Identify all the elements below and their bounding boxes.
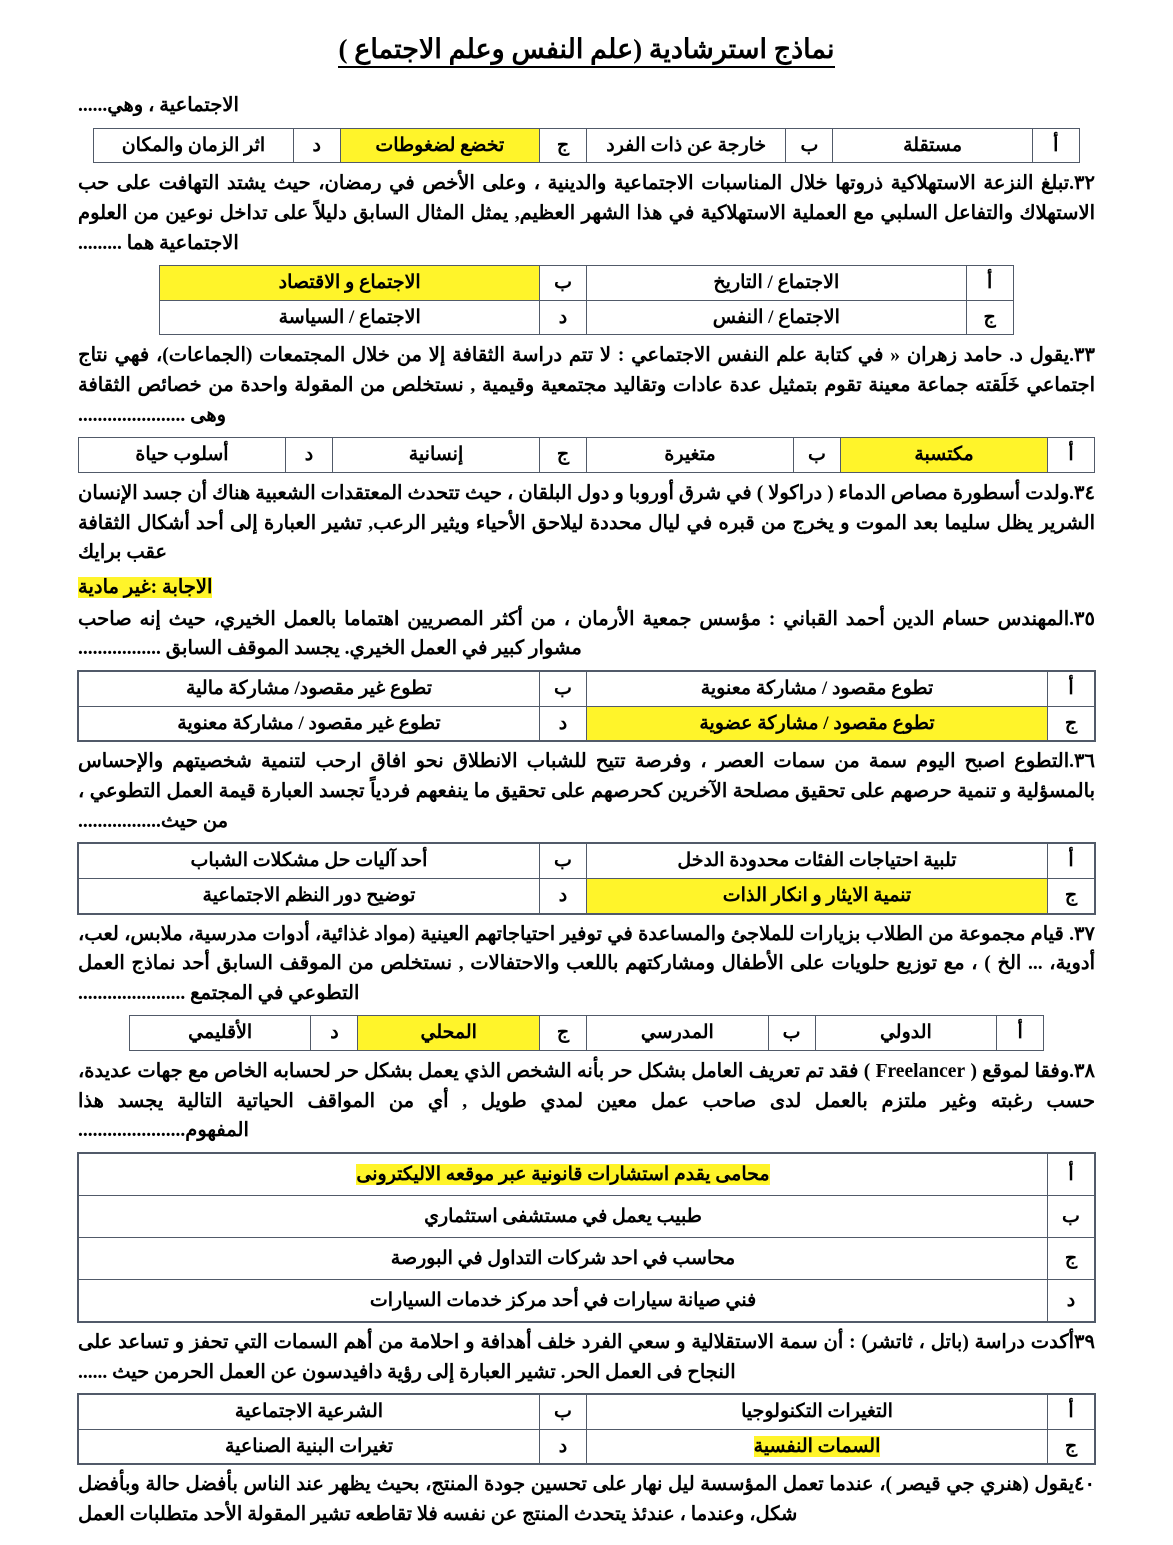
option-letter: ب: [794, 438, 841, 473]
option-letter: د: [540, 878, 587, 913]
q35-text: ٣٥.المهندس حسام الدين أحمد القباني : مؤسس جمعية الأرمان ، من أكثر المصريين اهتماما بالعمل الخيري، حيث إنه صاحب مشوار كبير في العمل الخيري. يجسد الموقف السابق .................: [78, 608, 1095, 660]
option-letter: ب: [540, 266, 587, 301]
option-letter: ب: [786, 128, 833, 163]
option-text-highlighted[interactable]: [79, 1153, 1048, 1195]
table-row: [79, 844, 1095, 879]
q36-options-table: [78, 843, 1095, 913]
option-text-highlighted[interactable]: تخضع لضغوطات: [340, 128, 539, 163]
option-text[interactable]: محاسب في احد شركات التداول في البورصة: [79, 1237, 1048, 1279]
option-text[interactable]: تطوع غير مقصود/ مشاركة مالية: [79, 672, 540, 707]
option-letter: ج: [966, 300, 1013, 335]
option-text[interactable]: الشرعية الاجتماعية: [79, 1395, 540, 1430]
page-title: [78, 34, 1095, 65]
page-title-text: نماذج استرشادية (علم النفس وعلم الاجتماع ): [338, 34, 834, 68]
option-letter: أ: [966, 266, 1013, 301]
q31-options-table: [93, 128, 1079, 164]
option-text[interactable]: التغيرات التكنولوجيا: [587, 1395, 1048, 1430]
option-text-highlighted[interactable]: مكتسبة: [841, 438, 1048, 473]
option-letter: أ: [1032, 128, 1079, 163]
option-text[interactable]: خارجة عن ذات الفرد: [587, 128, 786, 163]
option-letter: ج: [540, 1016, 587, 1051]
option-letter: ب: [540, 672, 587, 707]
table-row: [79, 1237, 1095, 1279]
option-text[interactable]: فني صيانة سيارات في أحد مركز خدمات السيارات: [79, 1279, 1048, 1321]
option-letter: د: [540, 706, 587, 741]
option-text[interactable]: تغيرات البنية الصناعية: [79, 1429, 540, 1464]
option-text[interactable]: الاجتماع / النفس: [587, 300, 967, 335]
table-row: [79, 706, 1095, 741]
q36-text: ٣٦.التطوع اصبح اليوم سمة من سمات العصر ، وفرصة تتيح للشباب الانطلاق نحو افاق ارحب لتنمية شخصيتهم والإحساس بالمسؤلية و تنمية حرصهم على تحقيق مصلحة الآخرين كحرصهم على تحقيق ما ينفعهم فردياً تجسد العبارة قيمة العمل التطوعي ، من حيث.................: [78, 751, 1095, 832]
option-text-highlighted[interactable]: [587, 1429, 1048, 1464]
table-row: [79, 438, 1095, 473]
table-row: [79, 1153, 1095, 1195]
option-text[interactable]: الدولي: [815, 1016, 997, 1051]
q32-text: ٣٢.تبلغ النزعة الاستهلاكية ذروتها خلال المناسبات الاجتماعية والدينية ، وعلى الأخص في رمضان، حيث يشتد التهافت على حب الاستهلاك والتفاعل السلبي مع العملية الاستهلاكية في هذا الشهر العظيم, يمثل المثال السابق دليلاً على تداخل نوعين من العلوم الاجتماعية هما .........: [78, 173, 1095, 254]
option-letter: ب: [540, 1395, 587, 1430]
option-letter: د: [293, 128, 340, 163]
option-letter: د: [540, 300, 587, 335]
option-letter: ج: [540, 128, 587, 163]
option-letter: أ: [1048, 1153, 1095, 1195]
option-letter: ج: [1048, 1237, 1095, 1279]
table-row: [79, 1195, 1095, 1237]
q33-text: ٣٣.يقول د. حامد زهران « في كتابة علم النفس الاجتماعي : لا تتم دراسة الثقافة إلا من خلال المجتمعات (الجماعات)، فهي نتاج اجتماعي خَلَقته جماعة معينة تقوم بتمثيل عدة عادات وتقاليد مجتمعية وقيمية , نستخلص من المقولة واحدة من خصائص الثقافة وهى ......................: [78, 345, 1095, 426]
q39-options-table: [78, 1394, 1095, 1464]
option-letter: د: [1048, 1279, 1095, 1321]
option-text-highlighted[interactable]: تنمية الايثار و انكار الذات: [587, 878, 1048, 913]
option-letter: ب: [540, 844, 587, 879]
option-text[interactable]: متغيرة: [587, 438, 794, 473]
option-letter: ب: [1048, 1195, 1095, 1237]
option-letter: أ: [1048, 1395, 1095, 1430]
option-letter: د: [286, 438, 333, 473]
option-text-highlighted[interactable]: تطوع مقصود / مشاركة عضوية: [587, 706, 1048, 741]
option-text[interactable]: أحد آليات حل مشكلات الشباب: [79, 844, 540, 879]
option-letter: د: [311, 1016, 358, 1051]
option-letter: ج: [1048, 706, 1095, 741]
option-text[interactable]: الأقليمي: [129, 1016, 311, 1051]
option-letter: ب: [768, 1016, 815, 1051]
q34-answer-line: [78, 575, 1095, 599]
q34-answer-value: غير مادية: [78, 576, 151, 598]
table-row: [94, 128, 1079, 163]
q33-options-table: [78, 437, 1095, 473]
option-text[interactable]: المدرسي: [587, 1016, 769, 1051]
option-text[interactable]: الاجتماع / التاريخ: [587, 266, 967, 301]
option-letter: ج: [1048, 878, 1095, 913]
table-row: [79, 672, 1095, 707]
option-label: محامى يقدم استشارات قانونية عبر موقعه الاليكترونى: [356, 1163, 770, 1185]
option-letter: ج: [540, 438, 587, 473]
q38-text: ٣٨.وفقا لموقع ( Freelancer ) فقد تم تعريف العامل بشكل حر بأنه الشخص الذي يعمل بشكل حر لحسابه الخاص مع جهات عديدة، حسب رغبته وغير ملتزم بالعمل لدى صاحب عمل معين لمدي طويل , أي من المواقف الحياتية التالية يجسد هذا المفهوم......................: [78, 1061, 1095, 1142]
option-letter: ج: [1048, 1429, 1095, 1464]
option-letter: أ: [1048, 844, 1095, 879]
option-letter: أ: [1048, 672, 1095, 707]
q34-answer-label: الاجابة :: [150, 576, 213, 598]
option-text[interactable]: إنسانية: [333, 438, 540, 473]
q37-options-table: [129, 1015, 1044, 1051]
table-row: [129, 1016, 1043, 1051]
q38-options-table: [78, 1153, 1095, 1322]
option-text[interactable]: طبيب يعمل في مستشفى استثماري: [79, 1195, 1048, 1237]
option-letter: أ: [1048, 438, 1095, 473]
option-label: السمات النفسية: [753, 1435, 881, 1457]
table-row: [79, 1395, 1095, 1430]
table-row: [79, 1429, 1095, 1464]
option-text-highlighted[interactable]: الاجتماع و الاقتصاد: [160, 266, 540, 301]
table-row: [79, 1279, 1095, 1321]
table-row: [79, 878, 1095, 913]
option-letter: د: [540, 1429, 587, 1464]
top-fragment-text: الاجتماعية ، وهي......: [78, 95, 239, 116]
table-row: [160, 300, 1013, 335]
option-text[interactable]: تلبية احتياجات الفئات محدودة الدخل: [587, 844, 1048, 879]
option-text[interactable]: تطوع مقصود / مشاركة معنوية: [587, 672, 1048, 707]
option-text[interactable]: تطوع غير مقصود / مشاركة معنوية: [79, 706, 540, 741]
option-letter: أ: [997, 1016, 1044, 1051]
option-text[interactable]: توضيح دور النظم الاجتماعية: [79, 878, 540, 913]
option-text-highlighted[interactable]: المحلي: [358, 1016, 540, 1051]
table-row: [160, 266, 1013, 301]
q34-text: ٣٤.ولدت أسطورة مصاص الدماء ( دراكولا ) في شرق أوروبا و دول البلقان ، حيث تتحدث المعتقدات الشعبية هناك أن جسد الإنسان الشرير يظل سليما بعد الموت و يخرج من قبره في ليال محددة ليلاحق الأحياء ويثير الرعب, تشير العبارة إلى أحد أشكال الثقافة عقب برايك: [78, 482, 1095, 564]
q35-options-table: [78, 671, 1095, 741]
option-text[interactable]: اثر الزمان والمكان: [94, 128, 293, 163]
q40-text: ٤٠يقول (هنري جي قيصر )، عندما تعمل المؤسسة ليل نهار على تحسين جودة المنتج، بحيث يظهر عند الناس بأفضل حالة وبأفضل شكل، وعندما ، عندئذ يتحدث المنتج عن نفسه فلا تقاطعه تشير المقولة الأحد متطلبات العمل: [78, 1474, 1095, 1526]
option-text[interactable]: الاجتماع / السياسة: [160, 300, 540, 335]
q39-text: ٣٩أكدت دراسة (باتل ، ثاتشر) : أن سمة الاستقلالية و سعي الفرد خلف أهدافة و احلامة من أهم السمات التي تحفز و تساعد على النجاح فى العمل الحر. تشير العبارة إلى رؤية دافيدسون عن العمل الحرمن حيث ......: [78, 1331, 1095, 1383]
q32-options-table: [159, 265, 1013, 335]
q37-text: ٣٧. قيام مجموعة من الطلاب بزيارات للملاجئ والمساعدة في توفير احتياجاتهم العينية (مواد غذائية، أدوات مدرسية، ملابس، لعب، أدوية، ... الخ ) ، مع توزيع حلويات على الأطفال ومشاركتهم باللعب والاحتفالات , نستخلص من الموقف السابق أحد نماذج العمل التطوعي في المجتمع ......................: [78, 923, 1095, 1004]
option-text[interactable]: مستقلة: [833, 128, 1032, 163]
option-text[interactable]: أسلوب حياة: [79, 438, 286, 473]
